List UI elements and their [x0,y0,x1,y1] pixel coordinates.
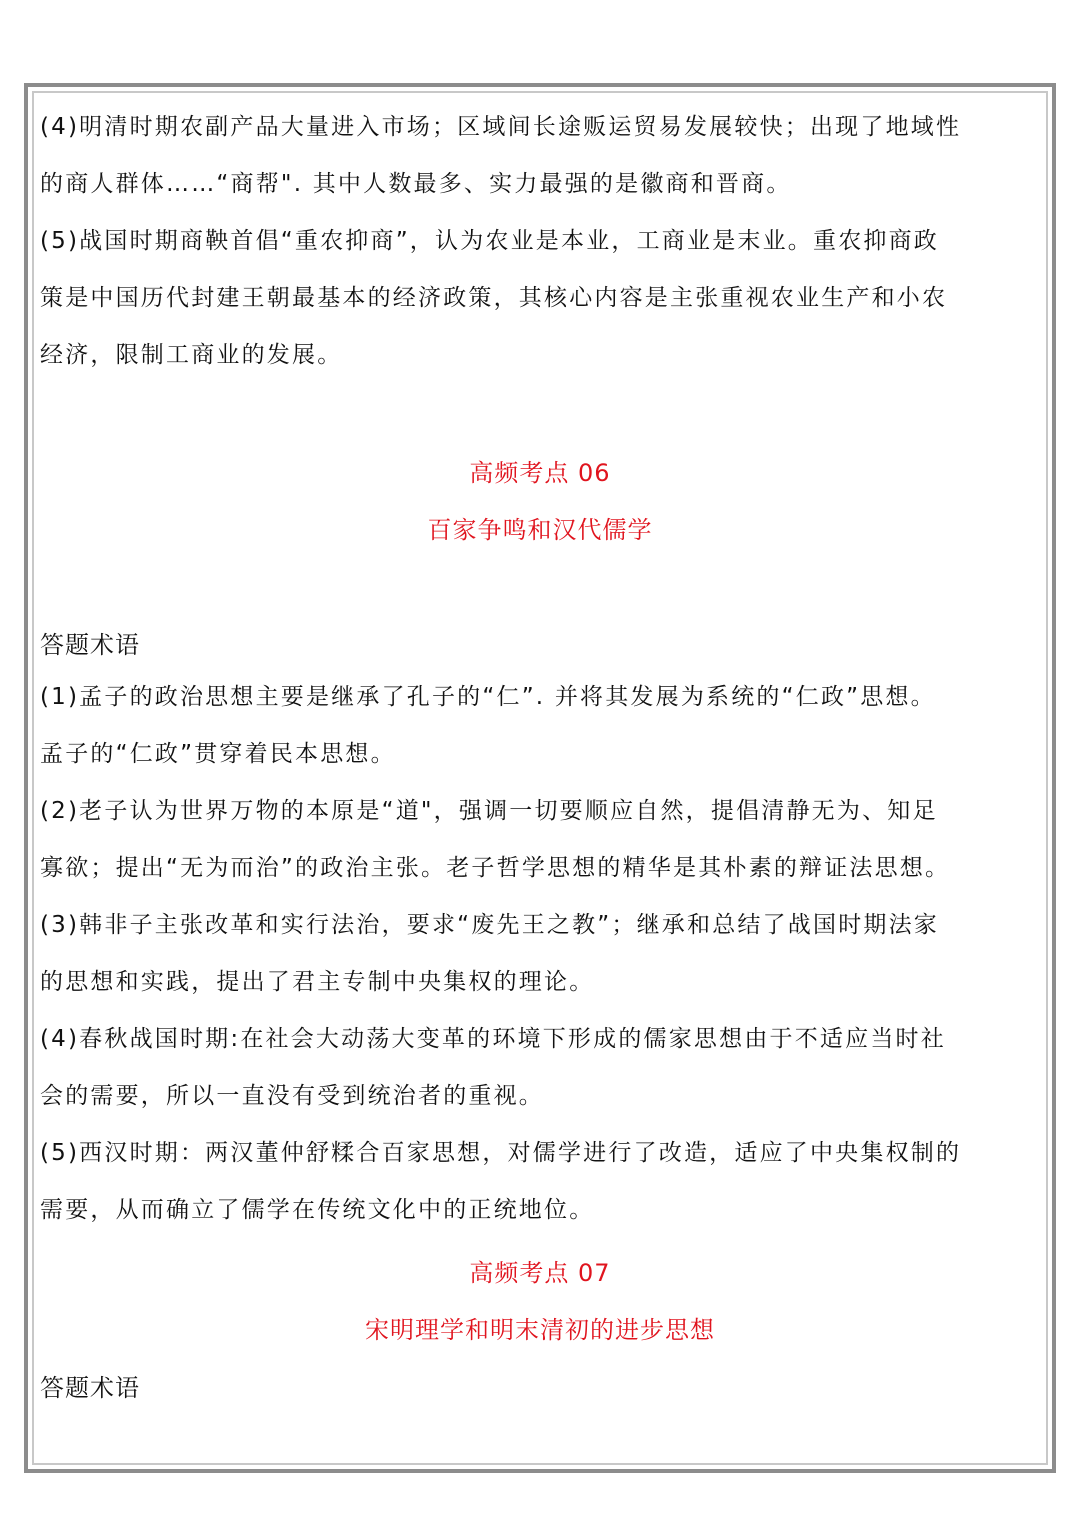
paragraph-line: (3)韩非子主张改革和实行法治，要求“废先王之教”；继承和总结了战国时期法家 [40,912,940,938]
paragraph-line: 的商人群体……“商帮". 其中人数最多、实力最强的是徽商和晋商。 [40,171,792,197]
paragraph-line: 会的需要，所以一直没有受到统治者的重视。 [40,1083,544,1109]
section-title-heading: 百家争鸣和汉代儒学 [427,516,653,544]
answer-terms-label: 答题术语 [40,631,140,659]
paragraph-line: 寡欲；提出“无为而治”的政治主张。老子哲学思想的精华是其朴素的辩证法思想。 [40,855,951,881]
paragraph-line: (1)孟子的政治思想主要是继承了孔子的“仁”. 并将其发展为系统的“仁政”思想。 [40,684,936,710]
paragraph-line: 孟子的“仁政”贯穿着民本思想。 [40,741,396,767]
section-number-heading: 高频考点 07 [469,1259,611,1287]
paragraph-line: 的思想和实践，提出了君主专制中央集权的理论。 [40,969,595,995]
paragraph-line: 经济，限制工商业的发展。 [40,342,343,368]
paragraph-line: (4)春秋战国时期:在社会大动荡大变革的环境下形成的儒家思想由于不适应当时社 [40,1026,946,1052]
paragraph-line: 策是中国历代封建王朝最基本的经济政策，其核心内容是主张重视农业生产和小农 [40,285,948,311]
section-number-heading: 高频考点 06 [469,459,611,487]
paragraph-line: (2)老子认为世界万物的本原是“道"，强调一切要顺应自然，提倡清静无为、知足 [40,798,938,824]
paragraph-line: (5)战国时期商鞅首倡“重农抑商”，认为农业是本业，工商业是末业。重农抑商政 [40,228,940,254]
paragraph-line: (5)西汉时期：两汉董仲舒糅合百家思想，对儒学进行了改造，适应了中央集权制的 [40,1140,962,1166]
answer-terms-label: 答题术语 [40,1374,140,1402]
paragraph-line: (4)明清时期农副产品大量进入市场；区域间长途贩运贸易发展较快；出现了地域性 [40,114,962,140]
paragraph-line: 需要，从而确立了儒学在传统文化中的正统地位。 [40,1197,595,1223]
section-title-heading: 宋明理学和明末清初的进步思想 [365,1316,715,1344]
